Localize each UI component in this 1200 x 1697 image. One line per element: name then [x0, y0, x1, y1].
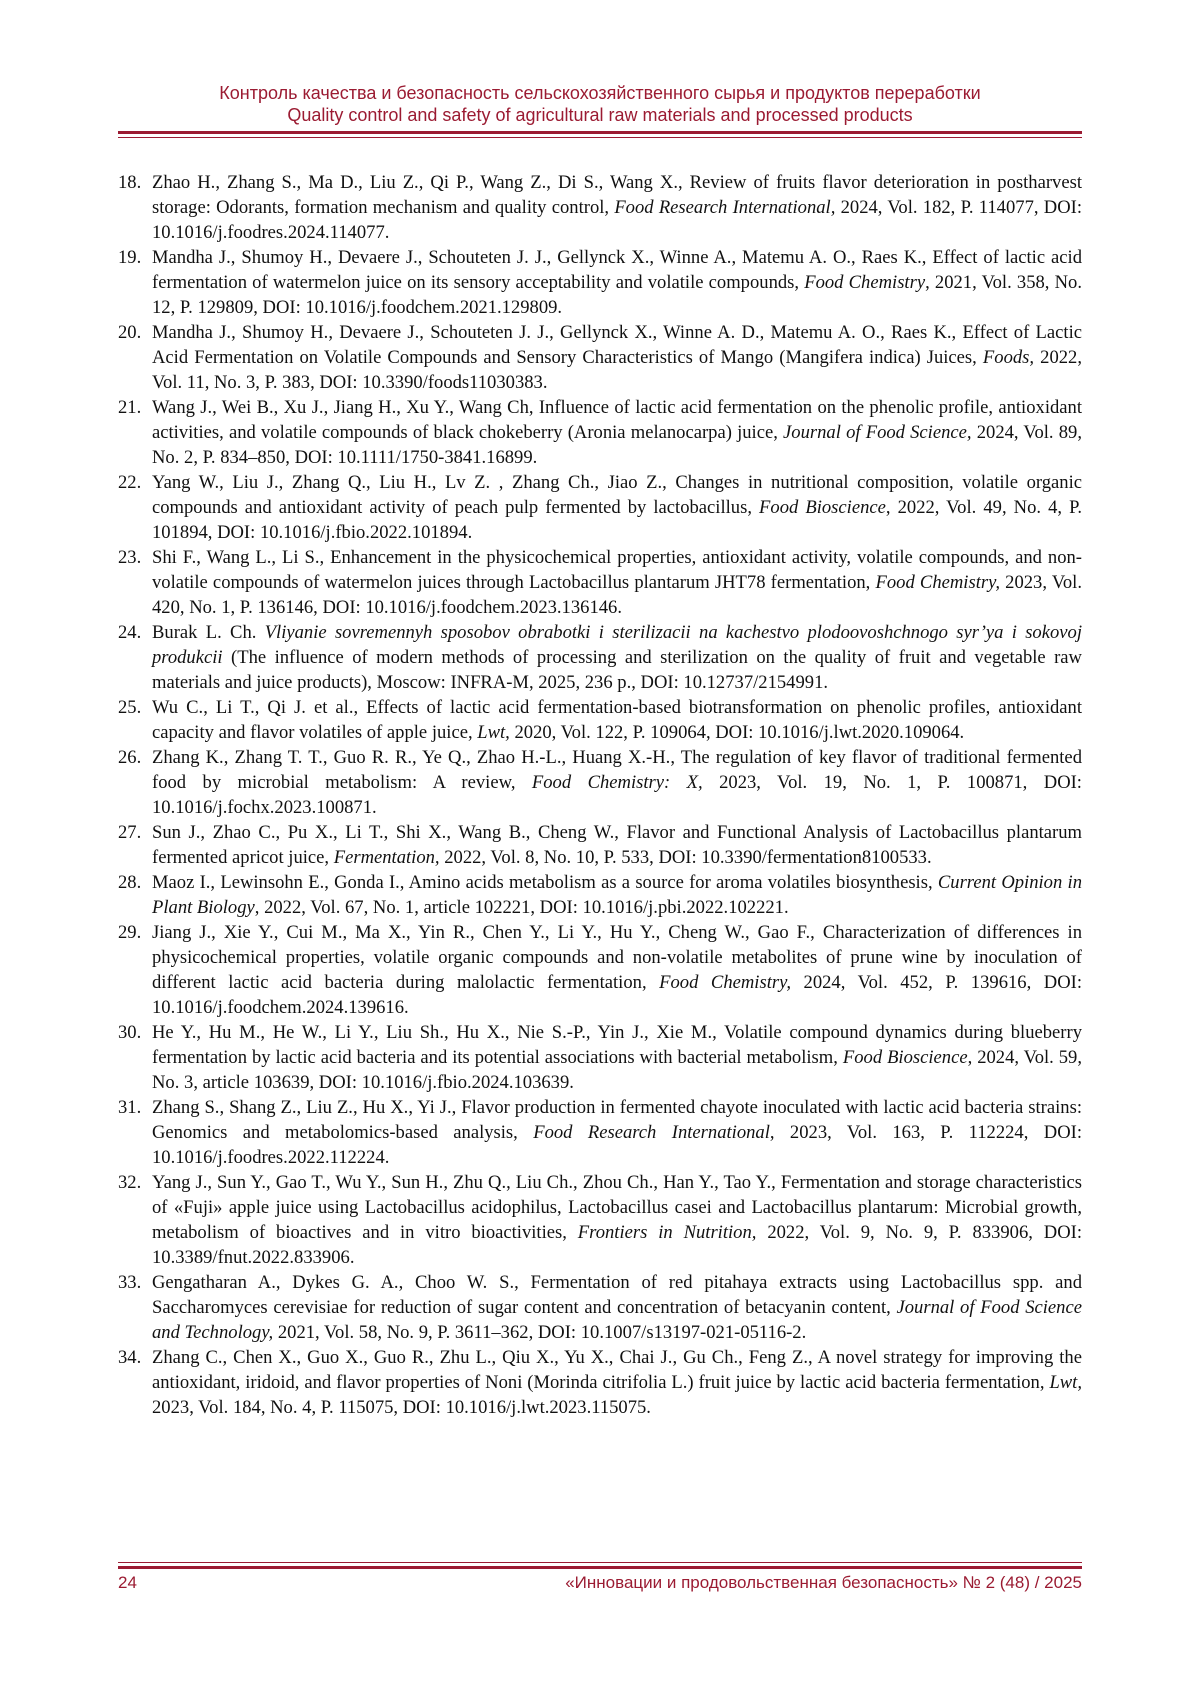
reference-number: 21. [118, 397, 142, 418]
footer-rule-thin [118, 1562, 1082, 1563]
reference-details: 2023, Vol. 19, No. 1, P. 100871, DOI: 10.1016/j.fochx.2023.100871. [152, 772, 1082, 818]
reference-details: , 2021, Vol. 358, No. 12, P. 129809, DOI: 10.1016/j.foodchem.2021.129809. [152, 272, 1082, 318]
reference-item [118, 920, 1082, 1020]
reference-details: 2023, Vol. 420, No. 1, P. 136146, DOI: 10.1016/j.foodchem.2023.136146. [152, 572, 1082, 618]
reference-source: Lwt, [477, 722, 510, 743]
reference-text: Maoz I., Lewinsohn E., Gonda I., Amino acids metabolism as a source for aroma volatiles biosynthesis, [152, 872, 938, 893]
reference-details: , 2024, Vol. 59, No. 3, article 103639, DOI: 10.1016/j.fbio.2024.103639. [152, 1047, 1082, 1093]
reference-item [118, 745, 1082, 820]
reference-source: Current Opinion in Plant Biology [152, 872, 1082, 918]
reference-list [118, 170, 1082, 1420]
reference-source: Food Bioscience [842, 1047, 968, 1068]
reference-details: , 2022, Vol. 67, No. 1, article 102221, DOI: 10.1016/j.pbi.2022.102221. [254, 897, 789, 918]
reference-item [118, 620, 1082, 695]
reference-number: 19. [118, 247, 142, 268]
footer-rule-thick [118, 1566, 1082, 1569]
reference-item [118, 470, 1082, 545]
reference-text: Zhang S., Shang Z., Liu Z., Hu X., Yi J., Flavor production in fermented chayote inoculated with lactic acid bacteria strains: Genomics and metabolomics-based analysis, [152, 1097, 1082, 1143]
reference-source: Food Bioscience [759, 497, 886, 518]
reference-source: Journal of Food Science and Technology, [152, 1297, 1082, 1343]
header-title-en: Quality control and safety of agricultural raw materials and processed products [287, 105, 913, 125]
reference-number: 28. [118, 872, 142, 893]
journal-citation: «Инновации и продовольственная безопасность» № 2 (48) / 2025 [565, 1573, 1082, 1592]
reference-number: 25. [118, 697, 142, 718]
page-number: 24 [118, 1573, 137, 1592]
reference-text: Zhao H., Zhang S., Ma D., Liu Z., Qi P., Wang Z., Di S., Wang X., Review of fruits flavor deterioration in postharvest storage: Odorants, formation mechanism and quality control, [152, 172, 1082, 218]
reference-source: Food Chemistry [804, 272, 926, 293]
reference-details: 2022, Vol. 11, No. 3, P. 383, DOI: 10.3390/foods11030383. [152, 347, 1082, 393]
reference-number: 33. [118, 1272, 142, 1293]
reference-number: 27. [118, 822, 142, 843]
reference-item [118, 1170, 1082, 1270]
reference-item [118, 395, 1082, 470]
reference-number: 20. [118, 322, 142, 343]
reference-item [118, 320, 1082, 395]
reference-number: 23. [118, 547, 142, 568]
reference-text: Zhang K., Zhang T. T., Guo R. R., Ye Q., Zhao H.-L., Huang X.-H., The regulation of key flavor of traditional fermented food by microbial metabolism: A review, [152, 747, 1082, 793]
reference-number: 22. [118, 472, 142, 493]
reference-source: Food Research International, [614, 197, 836, 218]
reference-details: , 2023, Vol. 163, P. 112224, DOI: 10.1016/j.foodres.2022.112224. [152, 1122, 1082, 1168]
reference-number: 24. [118, 622, 142, 643]
reference-item [118, 1020, 1082, 1095]
reference-text: Zhang C., Chen X., Guo X., Guo R., Zhu L., Qiu X., Yu X., Chai J., Gu Ch., Feng Z., A novel strategy for improving the antioxidant, iridoid, and flavor properties of Noni (Morinda citrifolia L.) fruit juice by lactic acid bacteria fermentation, [152, 1347, 1082, 1393]
reference-item [118, 1095, 1082, 1170]
header-rule-thin [118, 137, 1082, 138]
reference-item [118, 245, 1082, 320]
reference-source: Foods, [982, 347, 1035, 368]
reference-item [118, 545, 1082, 620]
reference-text: Wang J., Wei B., Xu J., Jiang H., Xu Y., Wang Ch, Influence of lactic acid fermentation on the phenolic profile, antioxidant activities, and volatile compounds of black chokeberry (Aronia melanocarpa) juice, [152, 397, 1082, 443]
reference-details: 2024, Vol. 89, No. 2, P. 834–850, DOI: 10.1111/1750-3841.16899. [152, 422, 1082, 468]
reference-item [118, 170, 1082, 245]
reference-source: Vliyanie sovremennyh sposobov obrabotki i sterilizacii na kachestvo plodoovoshchnogo syr’ya i sokovoj produkcii [152, 622, 1082, 668]
reference-details: 2022, Vol. 9, No. 9, P. 833906, DOI: 10.3389/fnut.2022.833906. [152, 1222, 1082, 1268]
header-title-ru: Контроль качества и безопасность сельскохозяйственного сырья и продуктов переработки [219, 83, 981, 103]
reference-text: He Y., Hu M., He W., Li Y., Liu Sh., Hu X., Nie S.-P., Yin J., Xie M., Volatile compound dynamics during blueberry fermentation by lactic acid bacteria and its potential associations with bacterial metabolism, [152, 1022, 1082, 1068]
reference-number: 32. [118, 1172, 142, 1193]
reference-source: Frontiers in Nutrition, [577, 1222, 757, 1243]
reference-text: Shi F., Wang L., Li S., Enhancement in the physicochemical properties, antioxidant activity, volatile compounds, and non-volatile compounds of watermelon juices through Lactobacillus plantarum JHT78 fermentation, [152, 547, 1082, 593]
reference-details: (The influence of modern methods of processing and sterilization on the quality of fruit and vegetable raw materials and juice products), Moscow: INFRA-M, 2025, 236 p., DOI: 10.12737/2154991. [152, 647, 1082, 693]
reference-number: 29. [118, 922, 142, 943]
reference-item [118, 1270, 1082, 1345]
reference-text: Wu C., Li T., Qi J. et al., Effects of lactic acid fermentation-based biotransformation on phenolic profiles, antioxidant capacity and flavor volatiles of apple juice, [152, 697, 1082, 743]
reference-text: Jiang J., Xie Y., Cui M., Ma X., Yin R., Chen Y., Li Y., Hu Y., Cheng W., Gao F., Characterization of differences in physicochemical properties, volatile organic compounds and non-volatile metabolites of prune wine by inoculation of different lactic acid bacteria during malolactic fermentation, [152, 922, 1082, 993]
reference-item [118, 820, 1082, 870]
reference-text: Mandha J., Shumoy H., Devaere J., Schouteten J. J., Gellynck X., Winne A., Matemu A. O., Raes K., Effect of lactic acid fermentation of watermelon juice on its sensory acceptability and volatile compounds, [152, 247, 1082, 293]
running-header [118, 82, 1082, 126]
reference-source: Food Chemistry, [659, 972, 791, 993]
reference-source: Food Research International [533, 1122, 770, 1143]
reference-number: 18. [118, 172, 142, 193]
reference-item [118, 870, 1082, 920]
reference-number: 30. [118, 1022, 142, 1043]
reference-source: Lwt, [1049, 1372, 1082, 1393]
reference-details: 2023, Vol. 184, No. 4, P. 115075, DOI: 10.1016/j.lwt.2023.115075. [152, 1397, 651, 1418]
reference-source: Food Chemistry, [875, 572, 1000, 593]
reference-text: Yang W., Liu J., Zhang Q., Liu H., Lv Z. , Zhang Ch., Jiao Z., Changes in nutritional composition, volatile organic compounds and antioxidant activity of peach pulp fermented by lactobacillus, [152, 472, 1082, 518]
reference-details: 2024, Vol. 182, P. 114077, DOI: 10.1016/j.foodres.2024.114077. [152, 197, 1082, 243]
reference-number: 31. [118, 1097, 142, 1118]
reference-details: 2020, Vol. 122, P. 109064, DOI: 10.1016/j.lwt.2020.109064. [509, 722, 965, 743]
reference-text: Mandha J., Shumoy H., Devaere J., Schouteten J. J., Gellynck X., Winne A. D., Matemu A. O., Raes K., Effect of Lactic Acid Fermentation on Volatile Compounds and Sensory Characteristics of Mango (Mangifera indica) Juices, [152, 322, 1082, 368]
reference-details: 2021, Vol. 58, No. 9, P. 3611–362, DOI: 10.1007/s13197-021-05116-2. [273, 1322, 807, 1343]
reference-text: Yang J., Sun Y., Gao T., Wu Y., Sun H., Zhu Q., Liu Ch., Zhou Ch., Han Y., Tao Y., Fermentation and storage characteristics of «Fuji» apple juice using Lactobacillus acidophilus, Lactobacillus casei and Lactobacillus plantarum: Microbial growth, metabolism of bioactives and in vitro bioactivities, [152, 1172, 1082, 1243]
reference-source: Fermentation, [333, 847, 440, 868]
reference-details: 2024, Vol. 452, P. 139616, DOI: 10.1016/j.foodchem.2024.139616. [152, 972, 1082, 1018]
reference-item [118, 695, 1082, 745]
reference-source: Journal of Food Science, [783, 422, 972, 443]
reference-number: 26. [118, 747, 142, 768]
reference-source: Food Chemistry: X, [531, 772, 703, 793]
reference-text: Gengatharan A., Dykes G. A., Choo W. S., Fermentation of red pitahaya extracts using Lactobacillus spp. and Saccharomyces cerevisiae for reduction of sugar content and concentration of betacyanin content, [152, 1272, 1082, 1318]
reference-text: Burak L. Ch. [152, 622, 265, 643]
reference-item [118, 1345, 1082, 1420]
reference-number: 34. [118, 1347, 142, 1368]
reference-details: 2022, Vol. 8, No. 10, P. 533, DOI: 10.3390/fermentation8100533. [439, 847, 932, 868]
reference-details: , 2022, Vol. 49, No. 4, P. 101894, DOI: 10.1016/j.fbio.2022.101894. [152, 497, 1083, 543]
header-rule-thick [118, 131, 1082, 134]
reference-text: Sun J., Zhao C., Pu X., Li T., Shi X., Wang B., Cheng W., Flavor and Functional Analysis of Lactobacillus plantarum fermented apricot juice, [152, 822, 1082, 868]
